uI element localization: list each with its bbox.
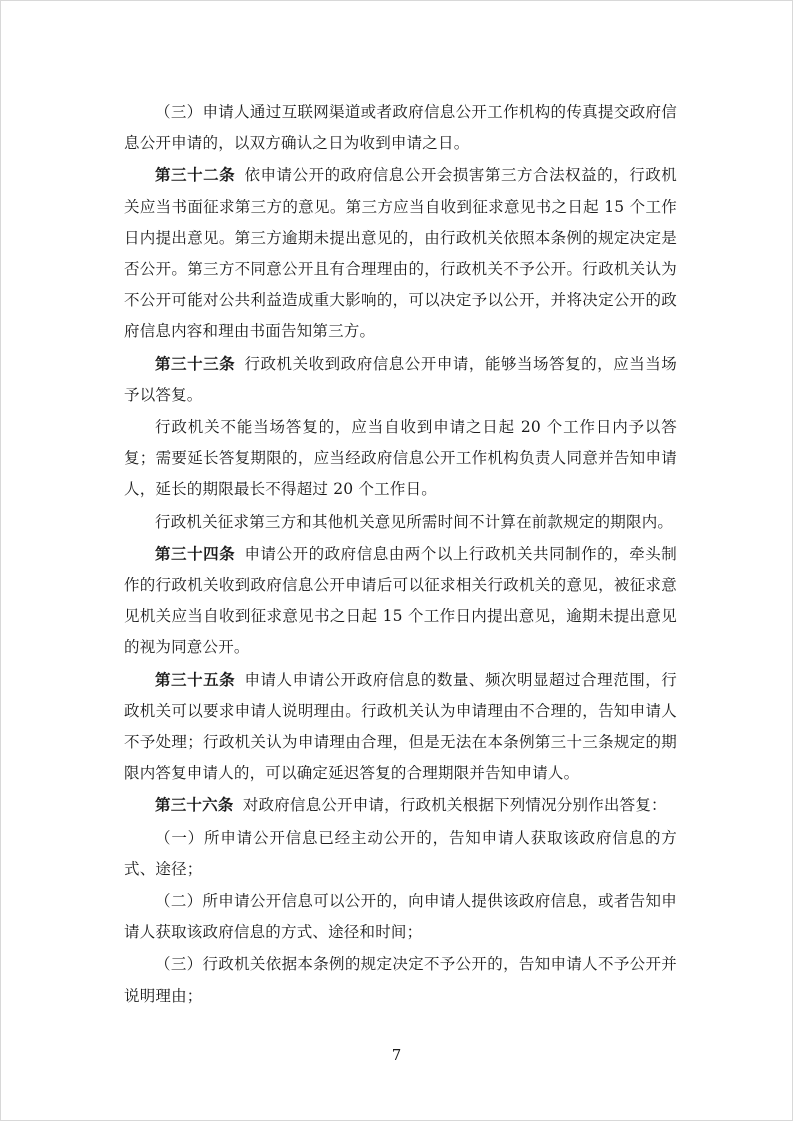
- paragraph-text: 申请公开的政府信息由两个以上行政机关共同制作的，牵头制作的行政机关收到政府信息公开申请后可以征求相关行政机关的意见，被征求意见机关应当自收到征求意见书之日起 15 个工作日内提出意见，逾期未提出意见的视为同意公开。: [124, 544, 677, 657]
- article-number: 第三十五条: [155, 669, 236, 689]
- article-36-item-1: [124, 822, 677, 885]
- document-body: [124, 96, 677, 1012]
- article-33-paragraph-2: [124, 411, 677, 506]
- paragraph-text: 对政府信息公开申请，行政机关根据下列情况分别作出答复：: [242, 796, 667, 815]
- paragraph-1: [124, 96, 677, 159]
- article-36-item-2: [124, 885, 677, 948]
- paragraph-text: 行政机关征求第三方和其他机关意见所需时间不计算在前款规定的期限内。: [155, 512, 674, 531]
- paragraph-text: （三）行政机关依据本条例的规定决定不予公开的，告知申请人不予公开并说明理由；: [124, 955, 677, 1005]
- article-35: [124, 664, 677, 790]
- paragraph-text: （一）所申请公开信息已经主动公开的，告知申请人获取该政府信息的方式、途径；: [124, 828, 677, 878]
- paragraph-text: 依申请公开的政府信息公开会损害第三方合法权益的，行政机关应当书面征求第三方的意见。第三方应当自收到征求意见书之日起 15 个工作日内提出意见。第三方逾期未提出意见的，由行政机关依照本条例的规定决定是否公开。第三方不同意公开且有合理理由的，行政机关不予公开。行政机关认为不公开可能对公共利益造成重大影响的，可以决定予以公开，并将决定公开的政府信息内容和理由书面告知第三方。: [124, 166, 677, 341]
- article-36: [124, 789, 677, 821]
- article-number: 第三十六条: [155, 795, 234, 815]
- paragraph-text: 申请人申请公开政府信息的数量、频次明显超过合理范围，行政机关可以要求申请人说明理由。行政机关认为申请理由不合理的，告知申请人不予处理；行政机关认为申请理由合理，但是无法在本条例第三十三条规定的期限内答复申请人的，可以确定延迟答复的合理期限并告知申请人。: [124, 670, 677, 783]
- article-number: 第三十二条: [155, 165, 236, 185]
- article-34: [124, 538, 677, 664]
- article-32: [124, 159, 677, 347]
- article-33: [124, 348, 677, 411]
- article-33-paragraph-3: [124, 506, 677, 538]
- article-36-item-3: [124, 948, 677, 1011]
- article-number: 第三十四条: [155, 543, 236, 563]
- paragraph-text: （二）所申请公开信息可以公开的，向申请人提供该政府信息，或者告知申请人获取该政府信息的方式、途径和时间；: [124, 892, 677, 942]
- paragraph-text: （三）申请人通过互联网渠道或者政府信息公开工作机构的传真提交政府信息公开申请的，以双方确认之日为收到申请之日。: [124, 103, 677, 153]
- page-number: 7: [391, 1046, 402, 1064]
- article-number: 第三十三条: [155, 353, 236, 373]
- paragraph-text: 行政机关不能当场答复的，应当自收到申请之日起 20 个工作日内予以答复；需要延长答复期限的，应当经政府信息公开工作机构负责人同意并告知申请人，延长的期限最长不得超过 20 个工作日。: [124, 418, 677, 499]
- paragraph-text: 行政机关收到政府信息公开申请，能够当场答复的，应当当场予以答复。: [124, 354, 677, 404]
